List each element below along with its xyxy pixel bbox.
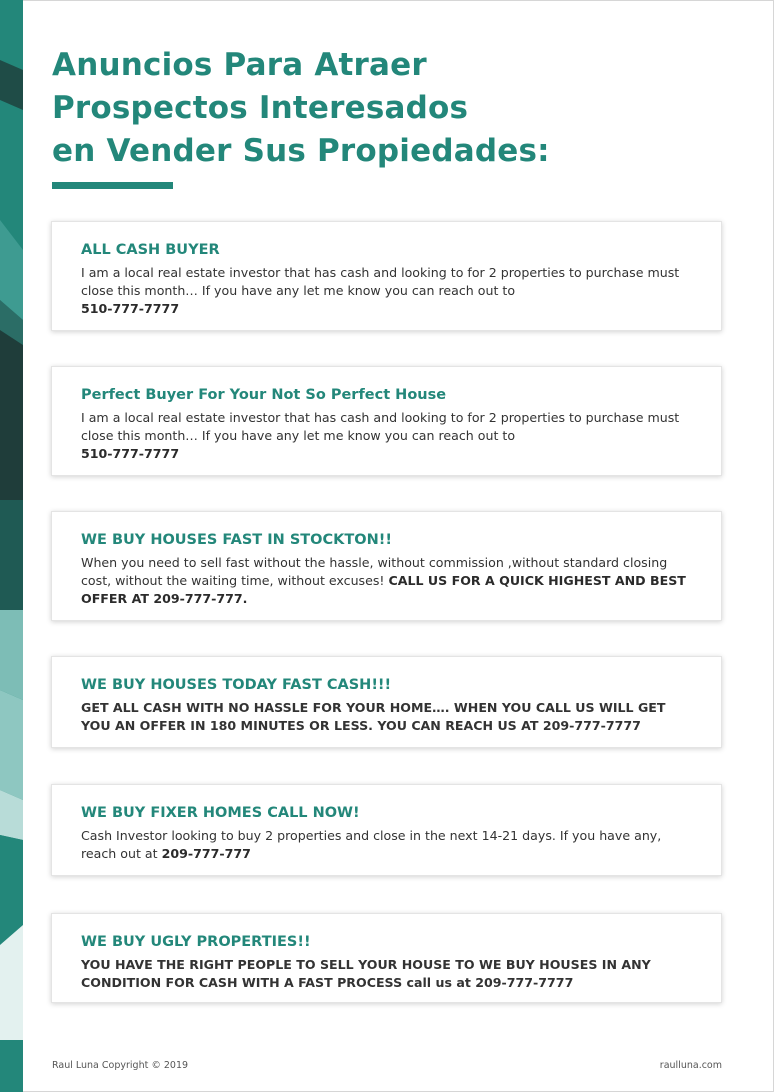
ad-card-all-cash-buyer	[51, 221, 722, 331]
footer-copyright: Raul Luna Copyright © 2019	[52, 1060, 189, 1071]
ad-heading: WE BUY FIXER HOMES CALL NOW!	[81, 805, 360, 821]
page-title-line-2: Prospectos Interesados	[52, 90, 469, 126]
ad-phone: 209-777-777	[161, 846, 251, 861]
title-underline	[52, 182, 173, 189]
page-title-line-3: en Vender Sus Propiedades:	[52, 133, 550, 169]
ad-heading: Perfect Buyer For Your Not So Perfect House	[81, 387, 447, 403]
ad-heading: WE BUY HOUSES FAST IN STOCKTON!!	[81, 532, 392, 548]
ad-card-we-buy-fixer-homes	[51, 784, 722, 876]
page-title-line-1: Anuncios Para Atraer	[52, 47, 427, 83]
ad-body: YOU HAVE THE RIGHT PEOPLE TO SELL YOUR HOUSE TO WE BUY HOUSES IN ANY CONDITION FOR CASH WITH A FAST PROCESS call us at 209-777-7777	[81, 957, 651, 990]
ad-body	[81, 409, 695, 463]
ad-heading: WE BUY HOUSES TODAY FAST CASH!!!	[81, 677, 392, 693]
ad-body: GET ALL CASH WITH NO HASSLE FOR YOUR HOME…. WHEN YOU CALL US WILL GET YOU AN OFFER IN 180 MINUTES OR LESS. YOU CAN REACH US AT 209-777-7777	[81, 700, 666, 733]
ad-text: I am a local real estate investor that has cash and looking to for 2 properties to purchase must close this month… If you have any let me know you can reach out to	[81, 410, 680, 443]
ad-text: I am a local real estate investor that has cash and looking to for 2 properties to purchase must close this month… If you have any let me know you can reach out to	[81, 265, 680, 298]
ad-card-we-buy-houses-fast-stockton	[51, 511, 722, 621]
ad-body	[81, 264, 695, 318]
ad-heading: ALL CASH BUYER	[81, 242, 220, 258]
ad-text: When you need to sell fast without the hassle, without commission ,without standard closing cost, without the waiting time, without excuses!	[81, 555, 668, 588]
ad-call-to-action: CALL US FOR A QUICK HIGHEST AND BEST OFFER AT 209-777-777.	[81, 573, 686, 606]
ad-text: Cash Investor looking to buy 2 properties and close in the next 14-21 days. If you have any, reach out at	[81, 828, 662, 861]
ad-card-we-buy-houses-today	[51, 656, 722, 748]
ad-body	[81, 827, 695, 863]
page-title	[52, 44, 672, 173]
ad-phone: 510-777-7777	[81, 301, 180, 316]
ad-card-perfect-buyer	[51, 366, 722, 476]
ad-card-we-buy-ugly-properties	[51, 913, 722, 1003]
footer-website: raulluna.com	[659, 1060, 722, 1071]
ad-phone: 510-777-7777	[81, 446, 180, 461]
decorative-side-stripe	[0, 0, 23, 1092]
ad-heading: WE BUY UGLY PROPERTIES!!	[81, 934, 311, 950]
ad-body	[81, 554, 695, 608]
